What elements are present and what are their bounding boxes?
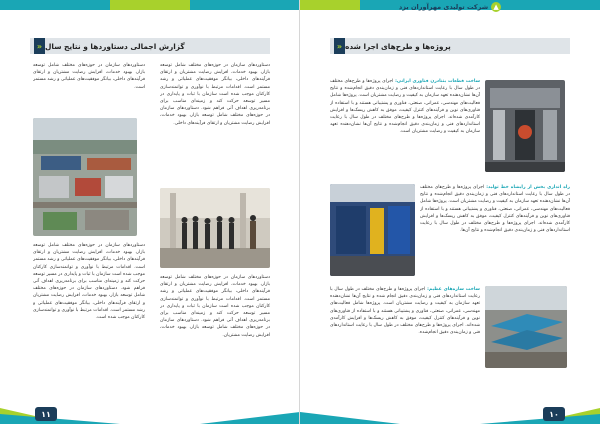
right-page (300, 0, 600, 424)
chevron-left-icon: « (334, 38, 345, 54)
top-band-accent (110, 0, 190, 10)
page-number: ۱۱ (35, 407, 57, 421)
top-band-accent (300, 0, 360, 10)
project-1-body: اجرای پروژه‌ها و طرح‌های مختلف در طول سال با رعایت استانداردهای فنی و زمان‌بندی دقیق انجام‌شده و نتایج آن‌ها نشان‌دهنده تعهد سازمان به کیفیت و رضایت مشتریان است. پروژه‌ها شامل فعالیت‌های مهندسی، عمرانی، صنعتی، فناوری و پشتیبانی هستند و با استفاده از فناوری‌های نوین و فرآیندهای کنترل کیفیت، موفق به کاهش ریسک‌ها و افزایش کارآمدی شده‌اند. اجرای پروژه‌ها و طرح‌های مختلف در طول سال با رعایت استانداردهای فنی و زمان‌بندی دقیق انجام‌شده و نتایج آن‌ها نشان‌دهنده تعهد سازمان به کیفیت و رضایت مشتریان است. (330, 79, 480, 135)
brand-name: شرکت تولیدی مهرآوران یزد (398, 3, 489, 11)
project-3-body: اجرای پروژه‌ها و طرح‌های مختلف در طول سال با رعایت استانداردهای فنی و زمان‌بندی دقیق انجام شده و نتایج آن‌ها نشان‌دهنده تعهد سازمان به کیفیت و رضایت مشتریان است. پروژه‌ها شامل فعالیت‌های مهندسی، عمرانی، صنعتی، فناوری و پشتیبانی هستند و با استفاده از فناوری‌های نوین و فرآیندهای کنترل کیفیت، موفق به کاهش ریسک‌ها و افزایش کارآمدی شده‌اند. اجرای پروژه‌ها و طرح‌های مختلف در طول سال با رعایت استانداردهای فنی و زمان‌بندی دقیق انجام‌شده. (330, 287, 480, 336)
meeting-photo (160, 188, 270, 268)
project-1-heading: ساخت قطعات بتنادرن فناوری ایرانی: (395, 79, 480, 84)
paragraph-left-bottom: دستاوردهای سازمان در حوزه‌های مختلف شامل توسعه بازار، بهبود خدمات، افزایش رضایت مشتریان و ارتقای فرآیندهای داخلی، بیانگر موفقیت‌های عملیاتی و رشد مستمر است. اقدامات مرتبط با نوآوری و توانمندسازی کارکنان موجب شده است سازمان با ثبات و پایداری در مسیر توسعه حرکت کند و زمینه‌ای مناسب برای برنامه‌ریزی اهداف آتی فراهم شود. دستاوردهای سازمان در حوزه‌های مختلف شامل توسعه بازار، بهبود خدمات، افزایش رضایت مشتریان و ارتقای فرآیندهای داخلی، بیانگر موفقیت‌های عملیاتی و رشد مستمر است. اقدامات مرتبط با نوآوری و توانمندسازی کارکنان موجب شده است. (33, 243, 145, 321)
project-2-body: اجرای پروژه‌ها و طرح‌های مختلف در طول سال با رعایت استانداردهای فنی و زمان‌بندی دقیق انجام‌شده و نتایج آن‌ها نشان‌دهنده تعهد سازمان به کیفیت و رضایت مشتریان است. پروژه‌ها شامل فعالیت‌های مهندسی، عمرانی، صنعتی، فناوری و پشتیبانی هستند و با استفاده از فناوری‌های نوین و فرآیندهای کنترل کیفیت، موفق به کاهش ریسک‌ها و افزایش کارآمدی شده‌اند. اجرای پروژه‌ها و طرح‌های مختلف در طول سال با رعایت استانداردهای فنی و زمان‌بندی دقیق انجام‌شده و نتایج آن‌ها. (420, 185, 570, 234)
project-1-text (330, 78, 480, 178)
factory-aerial-photo (33, 118, 137, 236)
chevron-left-icon: « (34, 38, 45, 54)
paragraph-right-top: دستاوردهای سازمان در حوزه‌های مختلف شامل توسعه بازار، بهبود خدمات، افزایش رضایت مشتریان و ارتقای فرآیندهای داخلی، بیانگر موفقیت‌های عملیاتی و رشد مستمر است. اقدامات مرتبط با نوآوری و توانمندسازی کارکنان موجب شده است سازمان با ثبات و پایداری در مسیر توسعه حرکت کند و زمینه‌ای مناسب برای برنامه‌ریزی اهداف آتی فراهم شود. دستاوردهای سازمان در حوزه‌های مختلف شامل توسعه بازار، بهبود خدمات، افزایش رضایت مشتریان و ارتقای فرآیندهای داخلی. (160, 63, 270, 126)
paragraph-right-bottom: دستاوردهای سازمان در حوزه‌های مختلف شامل توسعه بازار، بهبود خدمات، افزایش رضایت مشتریان و ارتقای فرآیندهای داخلی، بیانگر موفقیت‌های عملیاتی و رشد مستمر است. اقدامات مرتبط با نوآوری و توانمندسازی کارکنان موجب شده است سازمان با ثبات و پایداری در مسیر توسعه حرکت کند و زمینه‌ای مناسب برای برنامه‌ریزی اهداف آتی فراهم شود. دستاوردهای سازمان در حوزه‌های مختلف شامل توسعه بازار، بهبود خدمات، افزایش رضایت مشتریان. (160, 275, 270, 338)
logo-icon: ▲ (491, 2, 501, 12)
section-title-bar (30, 38, 270, 54)
brand (395, 0, 505, 14)
project-2-heading: راه اندازی بخش از رایشاه خط تولید: (486, 185, 570, 190)
steel-structure-photo (485, 286, 567, 368)
project-3-text (330, 286, 480, 376)
section-title: گزارش اجمالی دستاوردها و نتایج سال (45, 41, 185, 51)
project-3-heading: ساخت سازه‌های عظیم: (427, 287, 480, 292)
precast-machine-photo (485, 80, 565, 172)
production-line-photo (330, 184, 415, 276)
section-title: پروژه‌ها و طرح‌های اجرا شده (345, 41, 451, 51)
project-2-text (420, 184, 570, 278)
paragraph-left-top: دستاوردهای سازمان در حوزه‌های مختلف شامل توسعه بازار، بهبود خدمات، افزایش رضایت مشتریان و ارتقای فرآیندهای داخلی، بیانگر موفقیت‌های عملیاتی و رشد مستمر است. (33, 63, 145, 90)
page-number: ۱۰ (543, 407, 565, 421)
section-title-bar (330, 38, 570, 54)
